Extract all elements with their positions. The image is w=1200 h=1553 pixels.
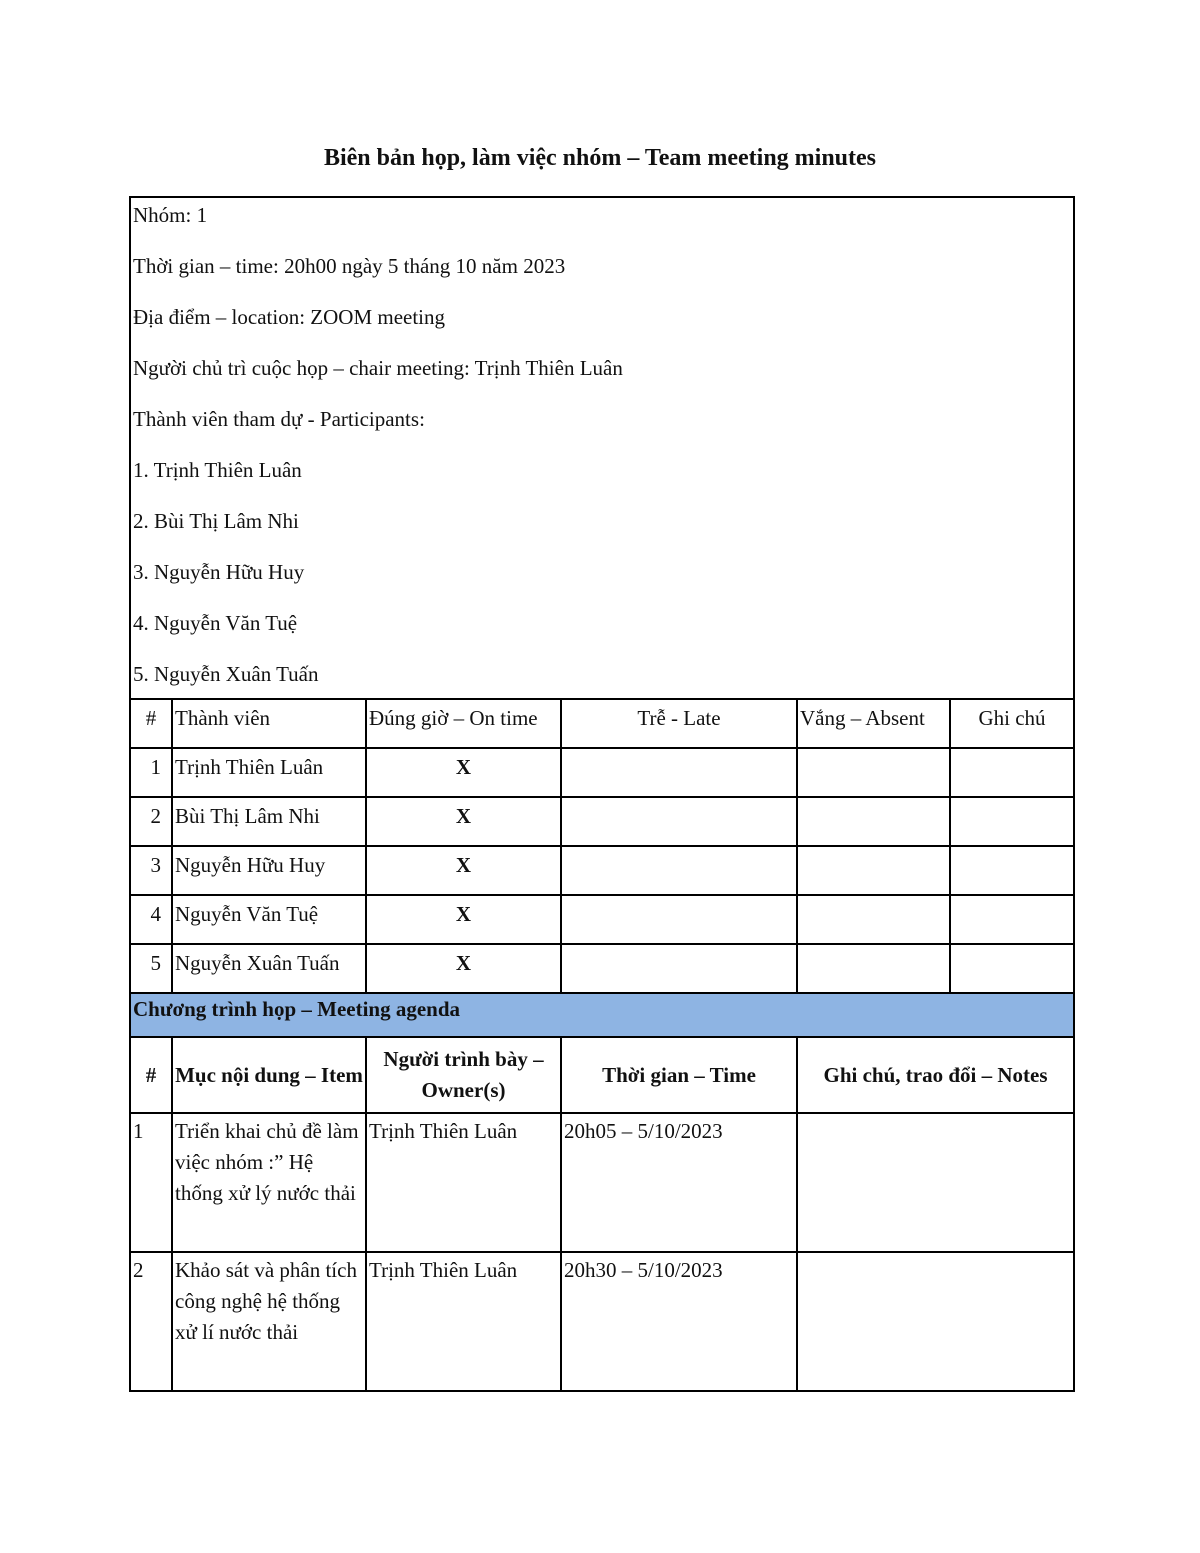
meeting-minutes-table: [129, 196, 1075, 1392]
attendance-row: [130, 797, 1074, 846]
agenda-header-notes: Ghi chú, trao đổi – Notes: [797, 1037, 1074, 1113]
attendance-on-time-mark: X: [366, 797, 561, 846]
agenda-header-item: Mục nội dung – Item: [172, 1037, 366, 1113]
agenda-num: 1: [130, 1113, 172, 1252]
attendance-num: 1: [130, 748, 172, 797]
attendance-late: [561, 797, 797, 846]
agenda-time: 20h30 – 5/10/2023: [561, 1252, 797, 1391]
attendance-header-note: Ghi chú: [950, 699, 1074, 748]
meeting-location: Địa điểm – location: ZOOM meeting: [133, 305, 446, 329]
attendance-num: 3: [130, 846, 172, 895]
participants-label: Thành viên tham dự - Participants:: [133, 407, 425, 431]
document-title: Biên bản họp, làm việc nhóm – Team meeting minutes: [323, 145, 877, 171]
attendance-on-time-mark: X: [366, 748, 561, 797]
agenda-owner: Trịnh Thiên Luân: [366, 1113, 561, 1252]
attendance-header-row: [130, 699, 1074, 748]
participant-item: 4. Nguyễn Văn Tuệ: [133, 611, 298, 635]
attendance-num: 5: [130, 944, 172, 993]
agenda-notes: [797, 1113, 1074, 1252]
meeting-time: Thời gian – time: 20h00 ngày 5 tháng 10 năm 2023: [133, 254, 566, 278]
attendance-note: [950, 846, 1074, 895]
attendance-on-time-mark: X: [366, 846, 561, 895]
agenda-header-time: Thời gian – Time: [561, 1037, 797, 1113]
agenda-section-title: Chương trình họp – Meeting agenda: [130, 993, 1074, 1037]
attendance-header-absent: Vắng – Absent: [797, 699, 950, 748]
agenda-title-row: [130, 993, 1074, 1037]
meeting-info-row: [130, 197, 1074, 699]
participant-item: 1. Trịnh Thiên Luân: [133, 458, 302, 482]
agenda-num: 2: [130, 1252, 172, 1391]
agenda-header-num: #: [130, 1037, 172, 1113]
agenda-row: [130, 1252, 1074, 1391]
participant-item: 2. Bùi Thị Lâm Nhi: [133, 509, 299, 533]
agenda-item: Triển khai chủ đề làm việc nhóm :” Hệ thống xử lý nước thải: [172, 1113, 366, 1252]
attendance-note: [950, 895, 1074, 944]
agenda-item: Khảo sát và phân tích công nghệ hệ thống xử lí nước thải: [172, 1252, 366, 1391]
attendance-name: Nguyễn Hữu Huy: [172, 846, 366, 895]
attendance-name: Trịnh Thiên Luân: [172, 748, 366, 797]
agenda-row: [130, 1113, 1074, 1252]
attendance-absent: [797, 846, 950, 895]
participant-item: 5. Nguyễn Xuân Tuấn: [133, 662, 319, 686]
attendance-num: 4: [130, 895, 172, 944]
attendance-name: Nguyễn Văn Tuệ: [172, 895, 366, 944]
participant-item: 3. Nguyễn Hữu Huy: [133, 560, 305, 584]
attendance-note: [950, 748, 1074, 797]
attendance-num: 2: [130, 797, 172, 846]
attendance-header-member: Thành viên: [172, 699, 366, 748]
attendance-late: [561, 846, 797, 895]
attendance-row: [130, 944, 1074, 993]
agenda-owner: Trịnh Thiên Luân: [366, 1252, 561, 1391]
agenda-header-owner: Người trình bày – Owner(s): [366, 1037, 561, 1113]
attendance-row: [130, 846, 1074, 895]
attendance-late: [561, 748, 797, 797]
attendance-late: [561, 944, 797, 993]
agenda-notes: [797, 1252, 1074, 1391]
attendance-late: [561, 895, 797, 944]
attendance-header-on-time: Đúng giờ – On time: [366, 699, 561, 748]
attendance-name: Nguyễn Xuân Tuấn: [172, 944, 366, 993]
attendance-header-num: #: [130, 699, 172, 748]
agenda-header-row: [130, 1037, 1074, 1113]
attendance-absent: [797, 748, 950, 797]
attendance-row: [130, 895, 1074, 944]
group-label: Nhóm: 1: [133, 203, 208, 227]
attendance-on-time-mark: X: [366, 895, 561, 944]
attendance-name: Bùi Thị Lâm Nhi: [172, 797, 366, 846]
meeting-info-cell: [130, 197, 1074, 699]
attendance-absent: [797, 895, 950, 944]
attendance-absent: [797, 944, 950, 993]
agenda-time: 20h05 – 5/10/2023: [561, 1113, 797, 1252]
attendance-note: [950, 797, 1074, 846]
attendance-note: [950, 944, 1074, 993]
attendance-header-late: Trễ - Late: [561, 699, 797, 748]
meeting-chair: Người chủ trì cuộc họp – chair meeting: Trịnh Thiên Luân: [133, 356, 623, 380]
attendance-on-time-mark: X: [366, 944, 561, 993]
attendance-row: [130, 748, 1074, 797]
attendance-absent: [797, 797, 950, 846]
